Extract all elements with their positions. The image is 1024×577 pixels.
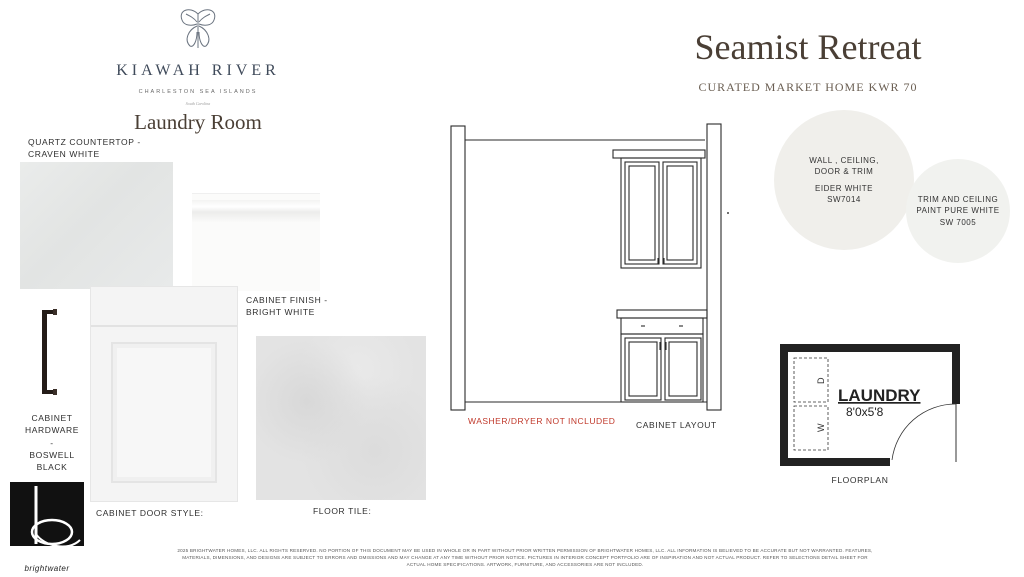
- room-title: Laundry Room: [134, 110, 262, 134]
- floorplan-drawing: [780, 344, 960, 466]
- cabinet-finish-label: [246, 294, 356, 319]
- brand-sub: South Carolina: [185, 101, 211, 106]
- page-title: Seamist Retreat: [694, 27, 922, 67]
- door-panel: [111, 342, 217, 483]
- floorplan-room-size: 8'0x5'8: [846, 405, 884, 419]
- floorplan-washer-mark: W: [816, 423, 826, 432]
- cabinet-layout-drawing: [445, 118, 735, 418]
- quartz-swatch-image: [20, 162, 173, 289]
- brand-tagline: CHARLESTON SEA ISLANDS: [138, 89, 258, 95]
- paint-swatch-eider-white: [774, 110, 914, 250]
- paint-1-line2: DOOR & TRIM: [814, 166, 874, 176]
- paint-2-code: SW 7005: [939, 217, 977, 227]
- hardware-label: [22, 412, 82, 474]
- builder-logo: [10, 482, 84, 562]
- quartz-label-line2: CRAVEN WHITE: [28, 149, 100, 160]
- quartz-label-line1: QUARTZ COUNTERTOP -: [28, 137, 141, 147]
- builder-name: brightwater: [24, 564, 70, 573]
- paint-1-code: SW7014: [827, 195, 861, 205]
- brand-name: KIAWAH RIVER: [116, 62, 280, 79]
- builder-monogram-icon: [10, 482, 84, 560]
- molding-detail: [192, 200, 320, 222]
- legal-disclaimer: [120, 547, 930, 568]
- paint-swatch-pure-white: [906, 159, 1010, 263]
- hardware-label-line1: CABINET: [31, 413, 73, 423]
- hardware-label-line4: BLACK: [36, 462, 68, 473]
- hardware-label-line3: BOSWELL: [29, 449, 75, 460]
- butterfly-logo-icon: [176, 6, 220, 52]
- cabinet-finish-label-line1: CABINET FINISH -: [246, 295, 328, 305]
- cabinet-door-swatch-image: [90, 286, 238, 502]
- cabinet-finish-label-line2: BRIGHT WHITE: [246, 307, 315, 318]
- door-rail: [91, 325, 237, 327]
- washer-dryer-note: WASHER/DRYER NOT INCLUDED: [468, 416, 616, 426]
- floor-tile-swatch-image: [256, 336, 426, 500]
- hardware-label-line2: HARDWARE -: [24, 425, 80, 448]
- paint-1-color-name: EIDER WHITE: [815, 184, 873, 193]
- paint-2-line1: TRIM AND CEILING: [917, 195, 999, 205]
- disclaimer-line1: 2025 BRIGHTWATER HOMES, LLC. ALL RIGHTS RESERVED. NO PORTION OF THIS DOCUMENT MAY BE USED IN WHOLE OR IN PART WITHOUT PRIOR WRITTEN PERMISSION OF BRIGHTWATER HOMES, LLC. ALL INFORMATION IS BELIEVED TO BE ACCURATE BUT NOT WARRANTED. FEATURES,: [177, 548, 873, 553]
- cabinet-finish-swatch-image: [192, 193, 320, 291]
- cabinet-layout-label: CABINET LAYOUT: [636, 420, 717, 430]
- floorplan-dryer-mark: D: [816, 377, 826, 384]
- floorplan-room-name: LAUNDRY: [838, 386, 921, 405]
- quartz-label: [28, 136, 168, 161]
- floor-tile-label: FLOOR TILE:: [313, 506, 372, 516]
- paint-1-line1: WALL , CEILING,: [809, 155, 879, 165]
- disclaimer-line2: MATERIALS, DIMENSIONS, AND DESIGNS ARE SUBJECT TO ERRORS AND OMISSIONS AND MAY CHANGE AT ANY TIME WITHOUT PRIOR NOTICE. PICTURES IN INTERIOR CONCEPT PORTFOLIO ARE OF INSPIRATION AND NOT ACTUAL PRODUCT. REFER TO SELECTIONS DETAIL SHEET FOR: [182, 555, 868, 561]
- cabinet-pull-icon: [34, 306, 64, 398]
- disclaimer-line3: ACTUAL HOME SPECIFICATIONS. ARTWORK, FURNITURE, AND ACCESSORIES ARE NOT INCLUDED.: [406, 562, 644, 568]
- paint-2-line2: PAINT PURE WHITE: [916, 206, 1000, 216]
- floorplan-label: FLOORPLAN: [831, 475, 889, 485]
- page-subtitle: CURATED MARKET HOME KWR 70: [698, 80, 918, 94]
- cabinet-door-label: CABINET DOOR STYLE:: [96, 508, 204, 518]
